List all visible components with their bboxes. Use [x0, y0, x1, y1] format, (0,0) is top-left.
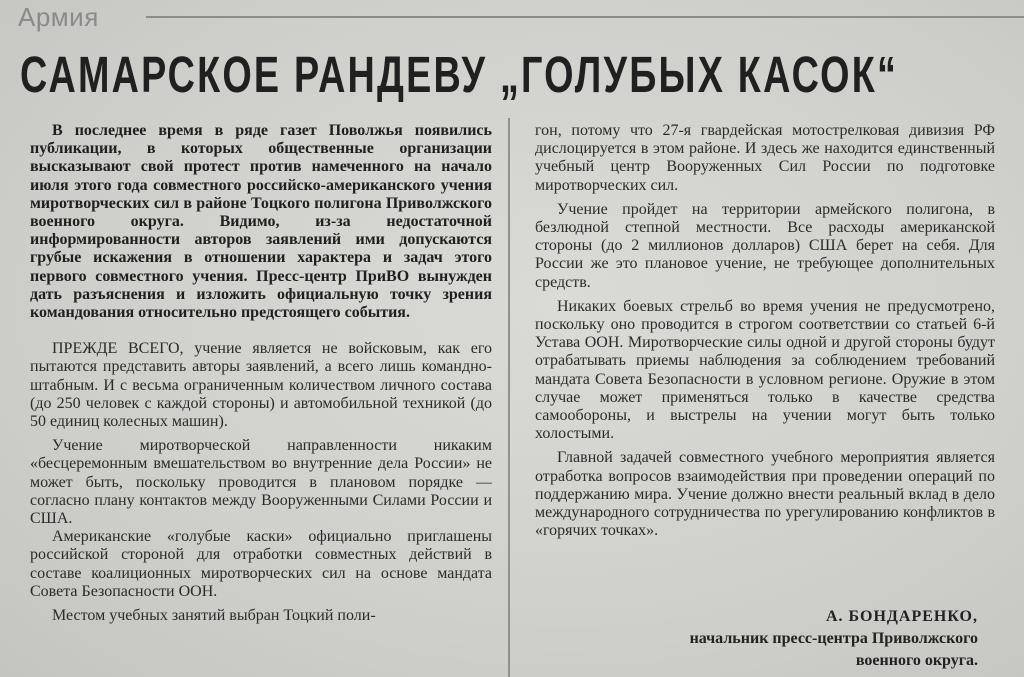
body-paragraph: Никаких боевых стрельб во время учения не предусмотрено, поскольку оно проводится в строгом соответствии со статьей 6-й Устава ООН. Миротворческие силы одной и другой стороны будут отрабатывать приемы наблюдения за соблюдением требований мандата Совета Безопасности в условном регионе. Оружие в этом случае может применяться только в качестве средства самообороны, и выстрелы на учении могут быть только холостыми.: [535, 297, 995, 443]
body-paragraph: Учение миротворческой направленности никаким «бесцеремонным вмешательством во внутренние дела России» не может быть, поскольку проводится в плановом порядке — согласно плану контактов между Вооруженными Силами России и США.: [30, 437, 492, 528]
rubric-label: Армия: [18, 2, 99, 32]
article-headline: САМАРСКОЕ РАНДЕВУ „ГОЛУБЫХ КАСОК“: [20, 46, 899, 103]
lead-paragraph: В последнее время в ряде газет Поволжья появились публикации, в которых общественные организации высказывают свой протест против намеченного на начало июля этого года совместного российско-американского учения миротворческих сил в районе Тоцкого полигона Приволжского военного округа. Видимо, из-за недостаточной информированности авторов заявлений ими допускаются грубые искажения в отношении характера и задач этого первого совместного учения. Пресс-центр ПриВО вынужден дать разъяснения и изложить официальную точку зрения командования относительно предстоящего события.: [30, 122, 492, 322]
author-name: А. БОНДАРЕНКО,: [825, 608, 978, 625]
body-paragraph: Американские «голубые каски» официально приглашены российской стороной для отработки совместных действий в составе коалиционных миротворческих сил на основе мандата Совета Безопасности ООН.: [30, 528, 492, 600]
body-paragraph: гон, потому что 27-я гвардейская мотострелковая дивизия РФ дислоцируется в этом районе. И здесь же находится единственный учебный центр Вооруженных Сил России по подготовке миротворческих сил.: [535, 122, 995, 194]
left-body: [30, 340, 492, 625]
left-column: [30, 122, 492, 625]
body-paragraph: ПРЕЖДЕ ВСЕГО, учение является не войсковым, как его пытаются представить авторы заявлений, а всего лишь командно-штабным. И с весьма ограниченным количеством личного состава (до 250 человек с каждой стороны) и автомобильной техникой (до 50 единиц колесных машин).: [30, 340, 492, 431]
rubric-row: [18, 0, 1024, 36]
body-paragraph: Главной задачей совместного учебного мероприятия является отработка вопросов взаимодействия при проведении операций по поддержанию мира. Учение должно внести реальный вклад в дело международного сотрудничества по урегулированию конфликтов в «горячих точках».: [535, 449, 995, 540]
author-title-line1: начальник пресс-центра Приволжского: [689, 630, 978, 647]
column-divider: [508, 118, 510, 677]
body-paragraph: Местом учебных занятий выбран Тоцкий поли-: [52, 607, 376, 625]
lead-block: [30, 122, 492, 322]
author-signature: [690, 606, 978, 672]
author-title-line2: военного округа.: [855, 652, 978, 669]
rubric-rule: [146, 16, 1024, 18]
right-column: [535, 122, 995, 540]
body-paragraph: Учение пройдет на территории армейского полигона, в безлюдной степной местности. Все расходы американской стороны (до 2 миллионов долларов) США берет на себя. Для России же это плановое учение, не требующее дополнительных средств.: [535, 200, 995, 291]
